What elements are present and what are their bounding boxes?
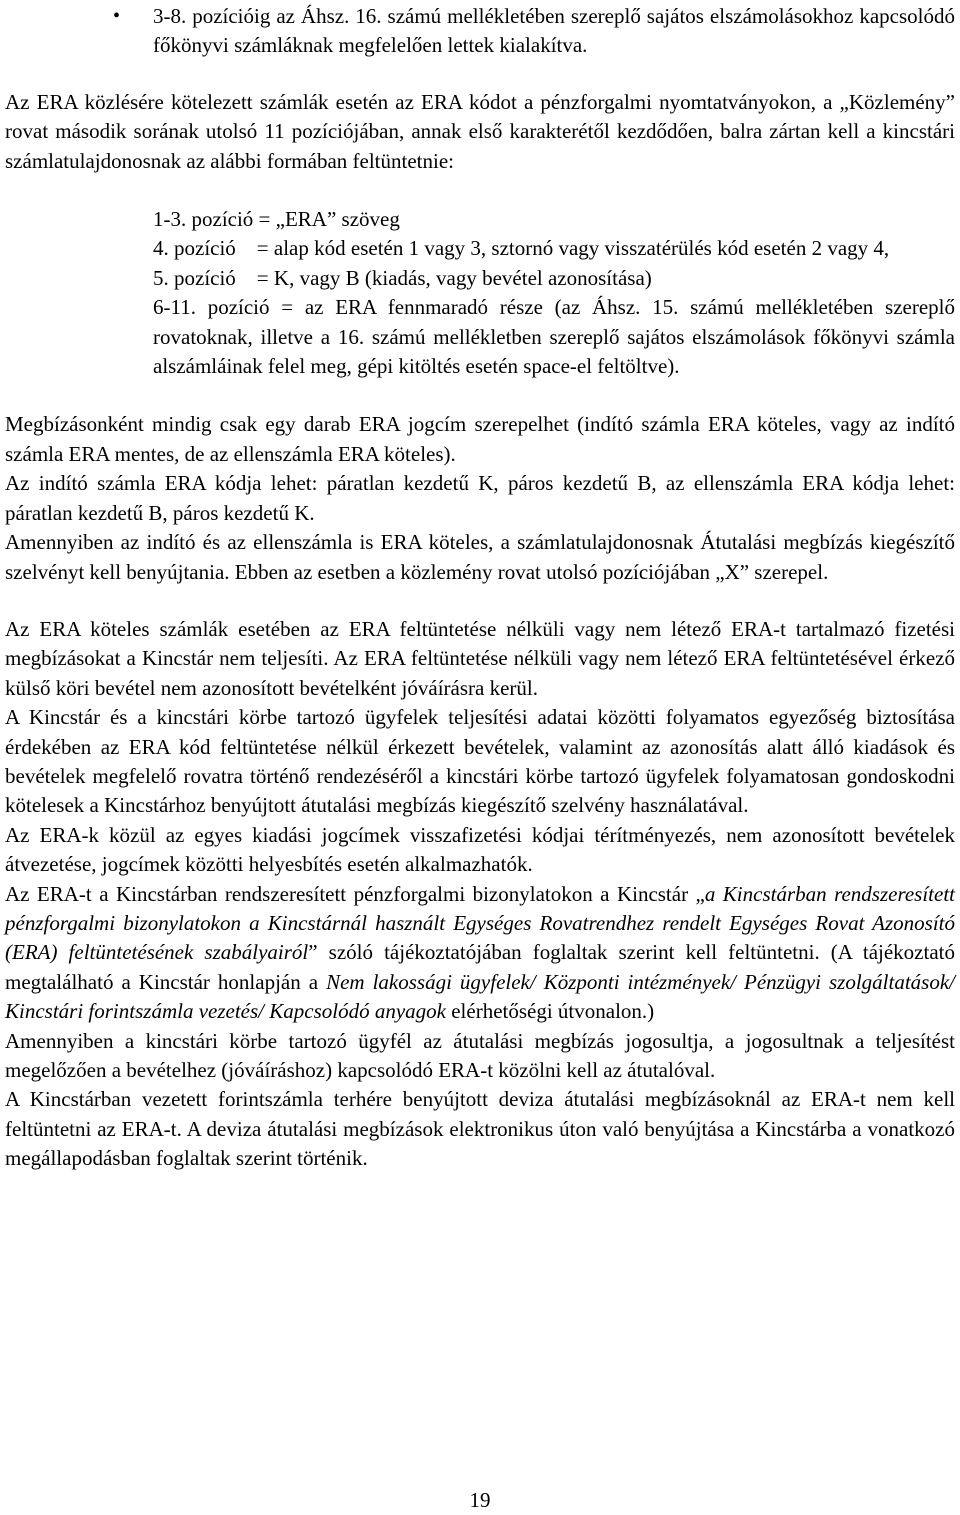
paragraph-with-reference <box>5 880 955 1027</box>
bullet-marker: • <box>113 5 121 27</box>
paragraph: Az ERA-k közül az egyes kiadási jogcímek visszafizetési kódjai térítményezés, nem azonosított bevételek átvezetése, jogcímek közötti helyesbítés esetén alkalmazhatók. <box>5 822 955 877</box>
paragraph: A Kincstár és a kincstári körbe tartozó ügyfelek teljesítési adatai közötti folyamatos egyezőség biztosítása érdekében az ERA kód feltüntetése nélkül érkezett bevételek, valamint az azonosítás alatt álló kiadások és bevételek megfelelő rovatra történő rendezéséről a kincstári körbe tartozó ügyfelek folyamatosan gondoskodni kötelesek a Kincstárhoz benyújtott átutalási megbízás kiegészítő szelvény használatával. <box>5 705 955 818</box>
position-list <box>153 205 955 381</box>
bullet-text: 3-8. pozícióig az Áhsz. 16. számú mellékletében szereplő sajátos elszámolásokhoz kapcsolódó főkönyvi számláknak megfelelően lettek kialakítva. <box>153 4 955 58</box>
paragraph: Megbízásonként mindig csak egy darab ERA jogcím szerepelhet (indító számla ERA köteles, vagy az indító számla ERA mentes, de az ellenszámla ERA köteles). <box>5 412 955 466</box>
paragraph: Amennyiben a kincstári körbe tartozó ügyfél az átutalási megbízás jogosultja, a jogosultnak a teljesítést megelőzően a bevételhez (jóváíráshoz) kapcsolódó ERA-t közölni kell az átutalóval. <box>5 1028 955 1082</box>
position-item: 5. pozíció = K, vagy B (kiadás, vagy bevétel azonosítása) <box>153 265 652 290</box>
intro-paragraph: Az ERA közlésére kötelezett számlák esetén az ERA kódot a pénzforgalmi nyomtatványokon, a „Közlemény” rovat második sorának utolsó 11 pozíciójában, annak első karakterétől kezdődően, balra zártan kell a kincstári számlatulajdonosnak az alábbi formában feltüntetnie: <box>5 89 955 173</box>
paragraph: Az indító számla ERA kódja lehet: páratlan kezdetű K, páros kezdetű B, az ellenszámla ERA kódja lehet: páratlan kezdetű B, páros kezdetű K. <box>5 471 955 525</box>
document-page <box>5 0 955 1174</box>
italic-title: a Kincstárban rendszeresített pénzforgalmi bizonylatokon a Kincstárnál használt Egységes Rovatrendhez rendelt Egységes Rovat Azonosító (ERA) feltüntetésének szabályairól <box>5 881 956 965</box>
paragraph: Az ERA köteles számlák esetében az ERA feltüntetése nélküli vagy nem létező ERA-t tartalmazó fizetési megbízásokat a Kincstár nem teljesíti. Az ERA feltüntetése nélküli vagy nem létező ERA feltüntetésével érkező külső köri bevétel nem azonosított bevételként jóváírásra kerül. <box>5 616 955 700</box>
text-run: ” szóló tájékoztatójában foglaltak szerint kell feltüntetni. (A tájékoztató megtalálható a Kincstár honlapján a <box>5 940 955 994</box>
italic-path: Nem lakossági ügyfelek/ Központi intézmények/ Pénzügyi szolgáltatások/ Kincstári forintszámla vezetés/ Kapcsolódó anyagok <box>5 969 955 1024</box>
position-item: 6-11. pozíció = az ERA fennmaradó része (az Áhsz. 15. számú mellékletében szereplő rovatoknak, illetve a 16. számú mellékletben szereplő sajátos elszámolások főkönyvi számla alszámláinak felel meg, gépi kitöltés esetén space-el feltöltve). <box>153 295 955 379</box>
text-run: elérhetőségi útvonalon.) <box>445 999 655 1024</box>
page-number: 19 <box>469 1488 491 1512</box>
position-item: 1-3. pozíció = „ERA” szöveg <box>153 207 400 232</box>
bullet-item <box>5 2 955 61</box>
position-item: 4. pozíció = alap kód esetén 1 vagy 3, sztornó vagy visszatérülés kód esetén 2 vagy 4, <box>153 236 890 261</box>
text-run: Az ERA-t a Kincstárban rendszeresített pénzforgalmi bizonylatokon a Kincstár „ <box>5 881 705 906</box>
paragraph: A Kincstárban vezetett forintszámla terhére benyújtott deviza átutalási megbízásoknál az ERA-t nem kell feltüntetni az ERA-t. A deviza átutalási megbízások elektronikus úton való benyújtása a Kincstárba a vonatkozó megállapodásban foglaltak szerint történik. <box>5 1087 955 1171</box>
paragraph: Amennyiben az indító és az ellenszámla is ERA köteles, a számlatulajdonosnak Átutalási megbízás kiegészítő szelvényt kell benyújtania. Ebben az esetben a közlemény rovat utolsó pozíciójában „X” szerepel. <box>5 530 955 584</box>
